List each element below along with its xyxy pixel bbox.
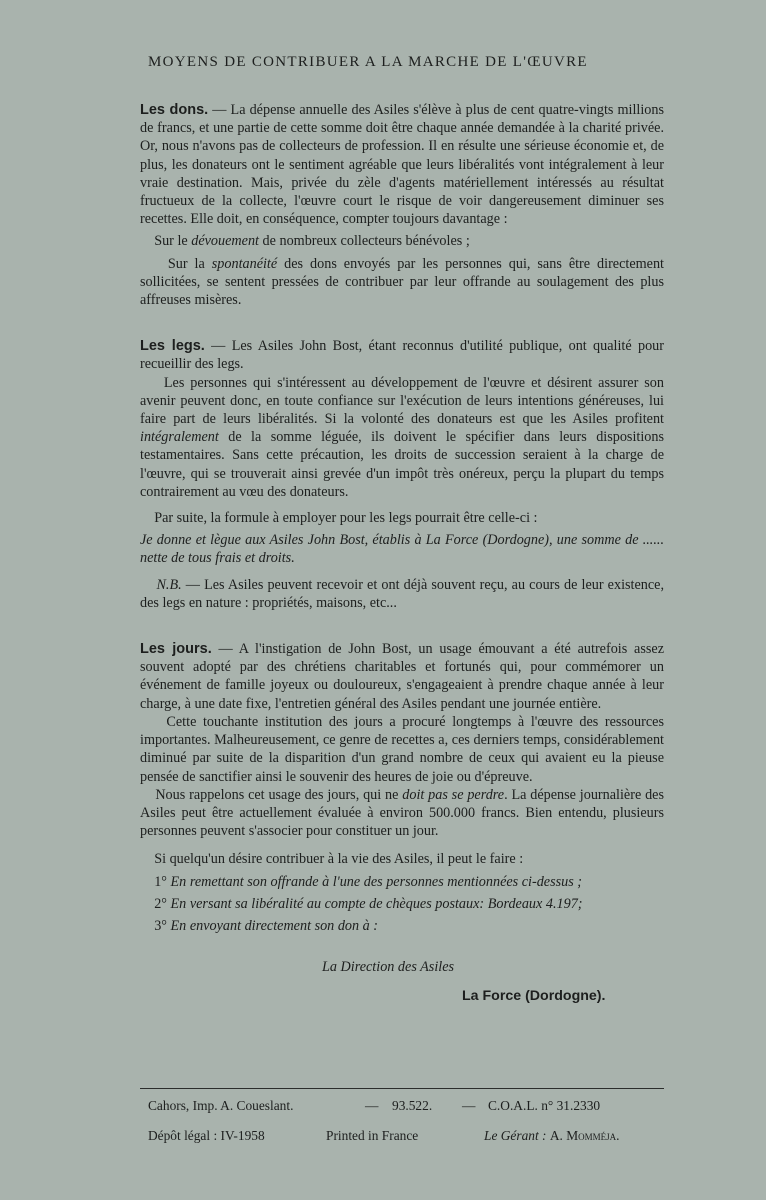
section-legs — [140, 337, 664, 612]
legs-paragraph-1: Les legs. — Les Asiles John Bost, étant reconnus d'utilité publique, ont qualité pour recueillir des legs. — [140, 338, 664, 373]
jours-paragraph-3: Nous rappelons cet usage des jours, qui ne doit pas se perdre. La dépense journalière des Asiles peut être actuellement évaluée à environ 500.000 francs. Bien entendu, plusieurs personnes peuvent s'associer pour constituer un jour. — [140, 786, 664, 840]
dons-paragraph-3: Sur la spontanéité des dons envoyés par les personnes qui, sans être directement sollicitées, se sentent pressées de contribuer par leur offrande au soulagement des plus affreuses misères. — [140, 255, 665, 309]
contribute-item-1: 1° En remettant son offrande à l'une des personnes mentionnées ci-dessus ; — [154, 873, 583, 890]
jours-paragraph-2: Cette touchante institution des jours a procuré longtemps à l'œuvre des ressources importantes. Malheureusement, ce genre de recettes a, ces derniers temps, considérablement diminué par suite de la disparition d'un grand nombre de ceux qui avaient eu la pieuse pensée de sanctifier ainsi le souvenir des heures de joie ou d'épreuve. — [140, 713, 664, 785]
jours-lead: Les jours. — [140, 641, 212, 658]
footer-separator: — — [462, 1098, 476, 1113]
signature-direction: La Direction des Asiles — [322, 959, 455, 976]
dons-lead: Les dons. — [140, 102, 209, 118]
jours-paragraph-1: Les jours. — A l'instigation de John Bost, un usage émouvant a été autrefois assez souvent adopté par des chrétiens charitables et fortunés qui, pour commémorer un événement de famille joyeux ou douloureux, s'engageaient à prendre chaque année à leur charge, à une date fixe, l'entretien général des Asiles pendant une journée entière. — [140, 641, 664, 712]
signature-place: La Force (Dordogne). — [462, 988, 606, 1005]
section-jours — [140, 640, 664, 840]
contribute-intro: Si quelqu'un désire contribuer à la vie des Asiles, il peut le faire : — [154, 851, 524, 868]
page-heading: MOYENS DE CONTRIBUER A LA MARCHE DE L'ŒUVRE — [148, 54, 588, 70]
legs-paragraph-2: Les personnes qui s'intéressent au développement de l'œuvre et désirent assurer son avenir peuvent donc, en toute confiance sur l'exécution de leurs intentions généreuses, lui faire part de leurs libéralités. Si la volonté des donateurs est que les Asiles profitent intégralement de la somme léguée, ils doivent le spécifier dans leurs dispositions testamentaires. Sans cette précaution, les droits de succession seraient à la charge de l'œuvre, qui se trouverait ainsi grevée d'un impôt très onéreux, perçu la plupart du temps contrairement au vœu des donateurs. — [140, 374, 664, 500]
legs-nb: N.B. — Les Asiles peuvent recevoir et ont déjà souvent reçu, au cours de leur existence, des legs en nature : propriétés, maisons, etc... — [140, 576, 665, 611]
dons-paragraph-2: Sur le dévouement de nombreux collecteurs bénévoles ; — [154, 233, 470, 250]
footer-depot: Dépôt légal : IV-1958 — [148, 1128, 265, 1143]
footer-divider — [140, 1088, 664, 1089]
legs-paragraph-3: Par suite, la formule à employer pour les legs pourrait être celle-ci : — [154, 510, 538, 527]
section-dons — [140, 101, 664, 309]
contribute-item-2: 2° En versant sa libéralité au compte de chèques postaux: Bordeaux 4.197; — [154, 895, 583, 912]
footer-separator: — — [365, 1098, 379, 1113]
legs-formula: Je donne et lègue aux Asiles John Bost, établis à La Force (Dordogne), une somme de ...... nette de tous frais et droits. — [140, 532, 664, 567]
dons-paragraph-1: Les dons. — La dépense annuelle des Asiles s'élève à plus de cent quatre-vingts millions de francs, et une partie de cette somme doit être chaque année demandée à la charité privée. Or, nous n'avons pas de collecteurs de profession. Il en résulte une sérieuse économie et, de plus, les donateurs ont le sentiment agréable que leurs libéralités vont intégralement à leur vraie destination. Mais, privée du zèle d'agents matériellement intéressés au résultat fructueux de la collecte, l'œuvre court le risque de voir dangereusement diminuer ses recettes. Elle doit, en conséquence, compter toujours davantage : — [140, 102, 665, 228]
footer-number: 93.522. — [392, 1098, 433, 1113]
contribute-list — [140, 850, 664, 935]
footer-printed: Printed in France — [326, 1128, 419, 1143]
footer-printer: Cahors, Imp. A. Coueslant. — [148, 1098, 294, 1113]
contribute-item-3: 3° En envoyant directement son don à : — [154, 917, 379, 934]
footer-gerant: Le Gérant : A. Momméja. — [484, 1128, 620, 1143]
legs-lead: Les legs. — [140, 338, 205, 355]
footer-coal: C.O.A.L. n° 31.2330 — [488, 1098, 601, 1113]
